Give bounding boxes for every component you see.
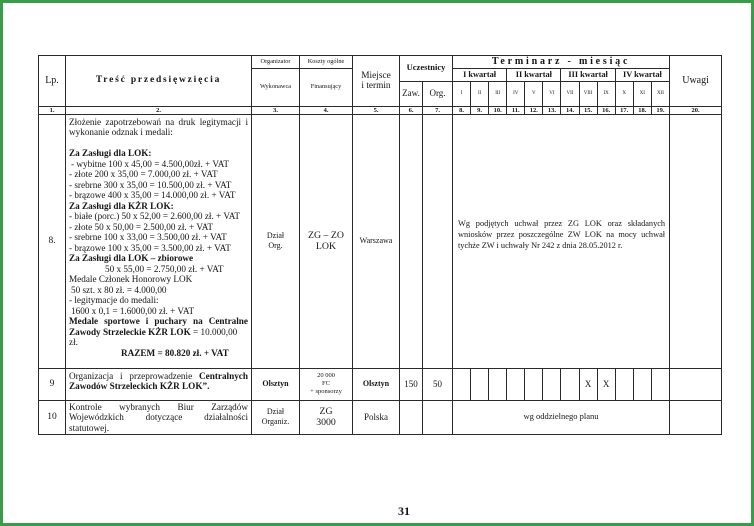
terminarz-line: Wg podjętych uchwał przez ZG LOK oraz składanych	[458, 218, 666, 228]
column-number: 12.	[525, 106, 543, 114]
tresc-line: Wojewódzkich dotyczące działalności	[69, 412, 248, 422]
column-number: 20.	[670, 106, 722, 114]
tresc-line: wykonanie odznak i medali:	[69, 127, 173, 137]
column-number: 18.	[633, 106, 651, 114]
row-miejsce: Olsztyn	[353, 368, 400, 400]
tresc-line: Złożenie zapotrzebowań na druk legitymacji i	[69, 116, 248, 127]
column-number: 2.	[66, 106, 252, 114]
column-number: 13.	[543, 106, 561, 114]
tresc-line	[69, 371, 248, 382]
header-wykonawca: Wykonawca	[252, 68, 300, 106]
tresc-line: Medale sportowe i puchary na Centralne	[69, 316, 248, 326]
tresc-line: 50 x 55,00 = 2.750,00 zł. + VAT	[105, 263, 224, 274]
row-miejsce: Polska	[353, 400, 400, 434]
row-miejsce: Warszawa	[353, 114, 400, 368]
header-finansujacy: Finansujący	[300, 68, 353, 106]
header-zaw: Zaw.	[400, 81, 423, 106]
tresc-line: - srebrne 300 x 35,00 = 10.500,00 zł. + VAT	[69, 179, 232, 190]
tresc-line: Za Zasługi dla KŻR LOK:	[69, 200, 174, 211]
organizator-line: Organiz.	[261, 417, 290, 426]
header-organizator: Organizator	[252, 56, 300, 69]
column-number: 8.	[453, 106, 471, 114]
column-number: 15.	[579, 106, 597, 114]
koszty-line: 3000	[316, 417, 336, 428]
organizator-line: Dział	[266, 406, 285, 416]
tresc-line-bold-part: Centralnych	[199, 370, 248, 381]
row-koszty	[300, 114, 353, 368]
table-row	[39, 400, 722, 434]
row-uwagi	[670, 368, 722, 400]
header-month: X	[615, 81, 633, 106]
koszty-line: ZG – ZO	[308, 230, 344, 241]
row-org	[423, 400, 453, 434]
column-number: 11.	[507, 106, 525, 114]
table-row	[39, 114, 722, 368]
row-organizator	[252, 114, 300, 368]
row-uwagi	[670, 114, 722, 368]
tresc-line: Kontrole wybranych Biur Zarządów	[69, 401, 248, 412]
column-number: 19.	[651, 106, 669, 114]
month-cell	[543, 368, 561, 400]
header-kwartal: II kwartał	[507, 68, 561, 81]
event-schedule-table	[38, 55, 722, 435]
row-zaw	[400, 114, 423, 368]
month-cell	[453, 368, 471, 400]
koszty-line: LOK	[315, 241, 337, 252]
row-organizator	[252, 400, 300, 434]
tresc-line: Zawodów Strzeleckich KŻR LOK”.	[69, 381, 210, 391]
row-uwagi	[670, 400, 722, 434]
month-cell	[525, 368, 543, 400]
column-number: 1.	[39, 106, 66, 114]
row-tresc	[66, 368, 252, 400]
header-uczestnicy: Uczestnicy	[400, 56, 453, 82]
terminarz-line: wniosków przez poszczególne ZW LOK na mocy uchwał	[458, 229, 666, 239]
header-month: I	[453, 81, 471, 106]
tresc-line: Za Zasługi dla LOK:	[69, 148, 152, 158]
header-miejsce-line: i termin	[361, 80, 391, 91]
koszty-line: FC	[322, 379, 330, 387]
month-cell	[561, 368, 579, 400]
month-cell	[615, 368, 633, 400]
tresc-line: - brązowe 400 x 35,00 = 14.000,00 zł. + VAT	[69, 190, 236, 200]
row-tresc	[66, 400, 252, 434]
month-cell	[633, 368, 651, 400]
tresc-line-amount: = 10.000,00	[193, 326, 238, 337]
tresc-line: - białe (porc.) 50 x 52,00 = 2.600,00 zł. + VAT	[69, 211, 241, 221]
terminarz-line: tychże ZW i uchwały Nr 242 z dnia 28.05.2012 r.	[458, 240, 623, 250]
organizator-line: Org.	[268, 241, 283, 250]
header-month: IX	[597, 81, 615, 106]
row-zaw: 150	[400, 368, 423, 400]
row-tresc	[66, 114, 252, 368]
header-month: II	[471, 81, 489, 106]
tresc-line: - złote 50 x 50,00 = 2.500,00 zł. + VAT	[69, 221, 213, 232]
row-koszty	[300, 368, 353, 400]
column-number: 3.	[252, 106, 300, 114]
tresc-line: statutowej.	[69, 422, 110, 433]
month-cell: X	[579, 368, 597, 400]
month-cell	[489, 368, 507, 400]
tresc-total: RAZEM = 80.820 zł. + VAT	[121, 347, 229, 358]
organizator-line: Dział	[266, 230, 285, 240]
row-org: 50	[423, 368, 453, 400]
row-terminarz: wg oddzielnego planu	[453, 400, 670, 434]
row-koszty	[300, 400, 353, 434]
row-org	[423, 114, 453, 368]
header-row	[39, 56, 722, 69]
header-month: IV	[507, 81, 525, 106]
table-row	[39, 368, 722, 400]
page-number: 31	[398, 504, 410, 518]
month-cell: X	[597, 368, 615, 400]
column-number: 4.	[300, 106, 353, 114]
koszty-line: 20 000	[317, 371, 335, 379]
header-kwartal: IV kwartał	[615, 68, 669, 81]
header-uwagi: Uwagi	[670, 56, 722, 107]
header-terminarz: Terminarz - miesiąc	[453, 56, 670, 69]
header-month: VIII	[579, 81, 597, 106]
month-cell	[507, 368, 525, 400]
tresc-line: - srebrne 100 x 33,00 = 3.500,00 zł. + VAT	[69, 232, 227, 242]
header-month: V	[525, 81, 543, 106]
tresc-line-part: Organizacja i przeprowadzenie	[69, 370, 193, 381]
header-kwartal: I kwartał	[453, 68, 507, 81]
header-miejsce	[353, 56, 400, 107]
header-month: XII	[651, 81, 669, 106]
tresc-line: Za Zasługi dla LOK – zbiorowe	[69, 253, 194, 263]
header-miejsce-line: Miejsce	[361, 70, 391, 81]
header-lp: Lp.	[39, 56, 66, 107]
row-lp: 9	[39, 368, 66, 400]
tresc-line: zł.	[69, 337, 78, 347]
koszty-line: + sponsorzy	[310, 388, 342, 396]
row-zaw	[400, 400, 423, 434]
header-month: III	[489, 81, 507, 106]
row-lp: 10	[39, 400, 66, 434]
header-kwartal: III kwartał	[561, 68, 615, 81]
column-numbers-row	[39, 106, 722, 114]
tresc-line: - złote 200 x 35,00 = 7.000,00 zł. + VAT	[69, 169, 218, 179]
column-number: 7.	[423, 106, 453, 114]
header-org: Org.	[423, 81, 453, 106]
column-number: 6.	[400, 106, 423, 114]
column-number: 16.	[597, 106, 615, 114]
column-number: 5.	[353, 106, 400, 114]
tresc-line-bold-part: Zawody Strzeleckie KŻR LOK	[69, 326, 191, 337]
tresc-line: 50 szt. x 80 zł. = 4.000,00	[71, 284, 167, 295]
row-lp: 8.	[39, 114, 66, 368]
header-tresc: Treść przedsięwzięcia	[66, 56, 252, 107]
row-terminarz	[453, 114, 670, 368]
tresc-line: - wybitne 100 x 45,00 = 4.500,00zł. + VAT	[71, 158, 230, 169]
tresc-line: 1600 x 0,1 = 1.6000,00 zł. + VAT	[71, 305, 195, 316]
header-koszty: Koszty ogólne	[300, 56, 353, 69]
column-number: 14.	[561, 106, 579, 114]
header-month: VII	[561, 81, 579, 106]
tresc-line	[69, 327, 248, 338]
koszty-line: ZG	[319, 406, 333, 417]
header-month: VI	[543, 81, 561, 106]
tresc-line: - brązowe 100 x 35,00 = 3.500,00 zł. + VAT	[69, 242, 231, 253]
header-month: XI	[633, 81, 651, 106]
column-number: 17.	[615, 106, 633, 114]
row-organizator: Olsztyn	[252, 368, 300, 400]
tresc-line: Medale Członek Honorowy LOK	[69, 274, 193, 284]
column-number: 9.	[471, 106, 489, 114]
month-cell	[471, 368, 489, 400]
tresc-line: - legitymacje do medali:	[69, 295, 159, 305]
month-cell	[651, 368, 669, 400]
column-number: 10.	[489, 106, 507, 114]
tresc-spacer	[69, 138, 248, 149]
